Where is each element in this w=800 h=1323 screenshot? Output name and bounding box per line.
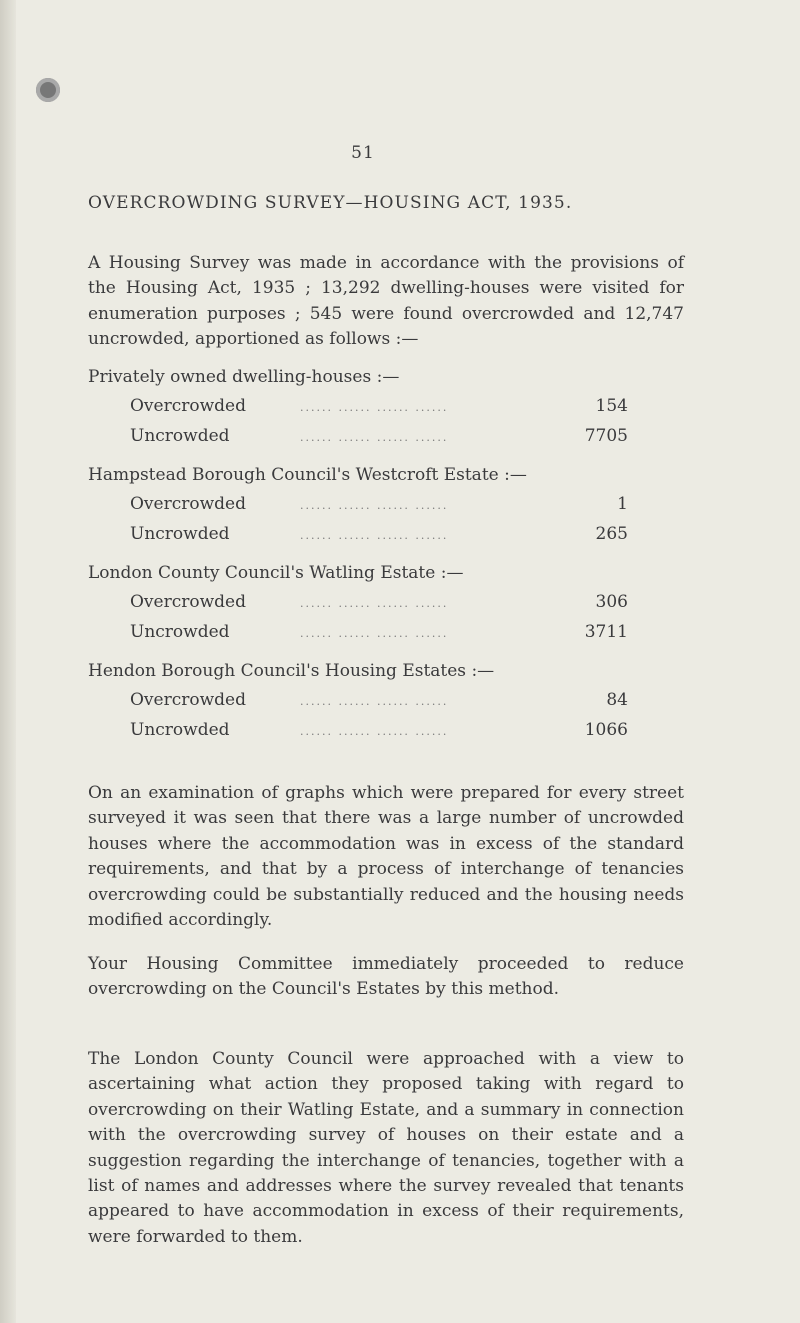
- table-row: [88, 421, 628, 451]
- page-spine: [0, 0, 16, 1323]
- row-leader: ...... ...... ...... ......: [300, 401, 449, 414]
- row-label: Overcrowded: [130, 494, 246, 514]
- table-row: [88, 715, 628, 745]
- row-leader: ...... ...... ...... ......: [300, 529, 449, 542]
- row-value: 306: [595, 592, 628, 612]
- row-leader: ...... ...... ...... ......: [300, 695, 449, 708]
- group-title: London County Council's Watling Estate :—: [88, 563, 464, 583]
- lcc-paragraph: The London County Council were approached with a view to ascertaining what action they proposed taking with regard to overcrowding on their Watling Estate, and a summary in connection with the overcrowding survey of houses on their estate and a suggestion regarding the interchange of tenancies, together with a list of names and addresses where the survey revealed that tenants appeared to have accommodation in excess of their requirements, were forwarded to them.: [88, 1049, 684, 1247]
- row-label: Overcrowded: [130, 592, 246, 612]
- group-watling-estate: [88, 559, 628, 647]
- row-leader: ...... ...... ...... ......: [300, 627, 449, 640]
- row-label: Uncrowded: [130, 524, 230, 544]
- row-label: Overcrowded: [130, 690, 246, 710]
- row-label: Uncrowded: [130, 426, 230, 446]
- row-value: 84: [606, 690, 628, 710]
- group-title: Hampstead Borough Council's Westcroft Estate :—: [88, 465, 527, 485]
- page-number: 51: [351, 143, 375, 163]
- housing-breakdown: [88, 363, 628, 755]
- row-value: 1: [617, 494, 628, 514]
- row-value: 3711: [584, 622, 628, 642]
- group-title: Privately owned dwelling-houses :—: [88, 367, 400, 387]
- row-value: 1066: [584, 720, 628, 740]
- committee-paragraph: Your Housing Committee immediately proceeded to reduce overcrowding on the Council's Estates by this method.: [88, 954, 684, 1000]
- row-value: 7705: [584, 426, 628, 446]
- table-row: [88, 587, 628, 617]
- row-leader: ...... ...... ...... ......: [300, 499, 449, 512]
- row-label: Uncrowded: [130, 720, 230, 740]
- table-row: [88, 685, 628, 715]
- row-leader: ...... ...... ...... ......: [300, 431, 449, 444]
- group-westcroft-estate: [88, 461, 628, 549]
- table-row: [88, 391, 628, 421]
- row-leader: ...... ...... ...... ......: [300, 725, 449, 738]
- graphs-paragraph: On an examination of graphs which were prepared for every street surveyed it was seen that there was a large number of uncrowded houses where the accommodation was in excess of the standard requirements, and that by a process of interchange of tenancies overcrowding could be substantially reduced and the housing needs modified accordingly.: [88, 783, 684, 931]
- group-privately-owned: [88, 363, 628, 451]
- page-title: OVERCROWDING SURVEY—HOUSING ACT, 1935.: [88, 193, 573, 213]
- group-title: Hendon Borough Council's Housing Estates :—: [88, 661, 495, 681]
- row-value: 154: [595, 396, 628, 416]
- row-label: Overcrowded: [130, 396, 246, 416]
- row-label: Uncrowded: [130, 622, 230, 642]
- row-value: 265: [595, 524, 628, 544]
- library-stamp-icon: [36, 78, 60, 102]
- table-row: [88, 489, 628, 519]
- table-row: [88, 519, 628, 549]
- row-leader: ...... ...... ...... ......: [300, 597, 449, 610]
- intro-paragraph: A Housing Survey was made in accordance with the provisions of the Housing Act, 1935 ; 13,292 dwelling-houses were visited for enumeration purposes ; 545 were found overcrowded and 12,747 uncrowded, apportioned as follows :—: [88, 253, 684, 350]
- table-row: [88, 617, 628, 647]
- group-hendon-estates: [88, 657, 628, 745]
